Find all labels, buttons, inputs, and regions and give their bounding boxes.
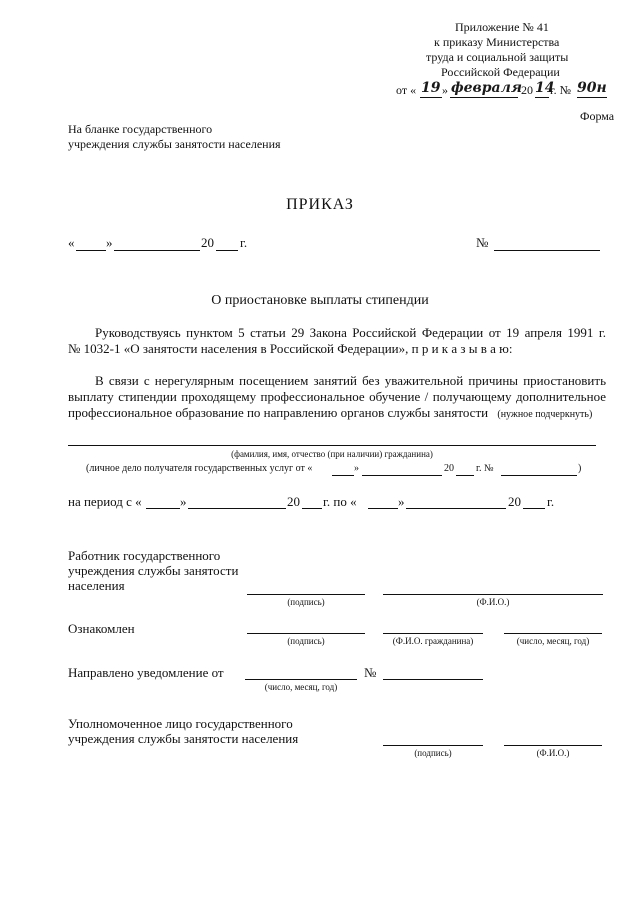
case-day-field[interactable] [332,475,354,476]
document-title: ПРИКАЗ [286,196,354,213]
period-quote1: » [180,494,187,509]
acquainted-signature-caption: (подпись) [287,636,325,646]
period-prefix: на период с « [68,494,142,509]
preamble-line2: № 1032-1 «О занятости населения в Российской Федерации», п р и к а з ы в а ю: [68,341,513,356]
authorized-signature-field[interactable] [383,745,483,746]
order-number-field[interactable] [494,250,600,251]
period-quote2: » [398,494,405,509]
appendix-year-handwritten: 14 [535,80,555,96]
employee-label-line3: населения [68,578,125,593]
appendix-year-prefix: 20 [521,83,533,97]
date-open-quote: « [68,235,75,250]
appendix-number-label: г. № [550,83,572,97]
order-number-label: № [476,235,489,250]
period-suffix: г. [547,494,555,509]
notice-date-caption: (число, месяц, год) [264,682,338,692]
blank-note-line2: учреждения службы занятости населения [68,137,281,151]
acquainted-name-caption: (Ф.И.О. гражданина) [392,636,474,646]
employee-name-field[interactable] [383,594,603,595]
citizen-name-field[interactable] [68,445,596,446]
authorized-label-line1: Уполномоченное лицо государственного [68,716,293,731]
appendix-day-handwritten: 19 [421,80,441,96]
period-from-day-field[interactable] [146,508,180,509]
acquainted-label: Ознакомлен [68,621,135,636]
date-day-field[interactable] [76,250,106,251]
authorized-signature-caption: (подпись) [414,748,452,758]
acquainted-name-field[interactable] [383,633,483,634]
employee-label-line1: Работник государственного [68,548,221,563]
case-year-field[interactable] [456,475,474,476]
appendix-day-line [420,97,442,98]
authorized-label-line2: учреждения службы занятости населения [68,731,299,746]
preamble-line1: Руководствуясь пунктом 5 статьи 29 Закона Российской Федерации от 19 апреля 1991 г. [95,325,606,340]
period-to-month-field[interactable] [406,508,506,509]
case-prefix: (личное дело получателя государственных услуг от « [86,463,313,474]
period-year2-prefix: 20 [508,494,521,509]
employee-signature-field[interactable] [247,594,365,595]
appendix-order-handwritten: 90н [577,80,607,96]
body-line3-note: (нужное подчеркнуть) [497,409,593,420]
body-line1: В связи с нерегулярным посещением занятий без уважительной причины приостановить [95,373,606,388]
acquainted-date-field[interactable] [504,633,602,634]
date-year-suffix: г. [240,235,248,250]
body-line3-text: профессиональное образование по направлению органов службы занятости [68,405,489,420]
appendix-date-prefix: от « [396,83,417,97]
appendix-date-mid: » [442,83,448,97]
appendix-ministry-line: к приказу Министерства [434,35,560,49]
notice-number-label: № [364,665,377,680]
blank-note-line1: На бланке государственного [68,122,213,136]
citizen-name-caption: (фамилия, имя, отчество (при наличии) гражданина) [231,449,433,459]
notice-number-field[interactable] [383,679,483,680]
employee-label-line2: учреждения службы занятости [68,563,239,578]
appendix-order-line [577,97,607,98]
appendix-number: Приложение № 41 [455,20,549,34]
period-to: г. по « [323,494,357,509]
period-from-year-field[interactable] [302,508,322,509]
date-month-field[interactable] [114,250,200,251]
appendix-month-handwritten: февраля [451,80,522,96]
period-to-year-field[interactable] [523,508,545,509]
authorized-name-field[interactable] [504,745,602,746]
appendix-year-line [535,97,549,98]
period-year1-prefix: 20 [287,494,300,509]
notice-date-field[interactable] [245,679,357,680]
case-month-field[interactable] [362,475,442,476]
date-year-prefix: 20 [201,235,214,250]
body-line2: выплату стипендии проходящему профессиональное обучение / получающему дополнительное [68,389,606,404]
appendix-ministry-line: труда и социальной защиты [426,50,569,64]
employee-name-caption: (Ф.И.О.) [476,597,510,607]
body-line3 [68,405,592,421]
authorized-name-caption: (Ф.И.О.) [536,748,570,758]
employee-signature-caption: (подпись) [287,597,325,607]
acquainted-signature-field[interactable] [247,633,365,634]
date-year-field[interactable] [216,250,238,251]
acquainted-date-caption: (число, месяц, год) [516,636,590,646]
appendix-month-line [450,97,518,98]
period-from-month-field[interactable] [188,508,286,509]
case-close: ) [578,463,582,474]
document-subject: О приостановке выплаты стипендии [211,293,429,308]
case-number-field[interactable] [501,475,577,476]
appendix-ministry-line: Российской Федерации [441,65,560,79]
notice-label: Направлено уведомление от [68,665,224,680]
date-close-quote: » [106,235,113,250]
case-year-prefix: 20 [444,463,454,474]
form-label: Форма [580,109,615,123]
case-quote: » [354,463,359,474]
period-to-day-field[interactable] [368,508,398,509]
case-number-label: г. № [476,463,494,474]
